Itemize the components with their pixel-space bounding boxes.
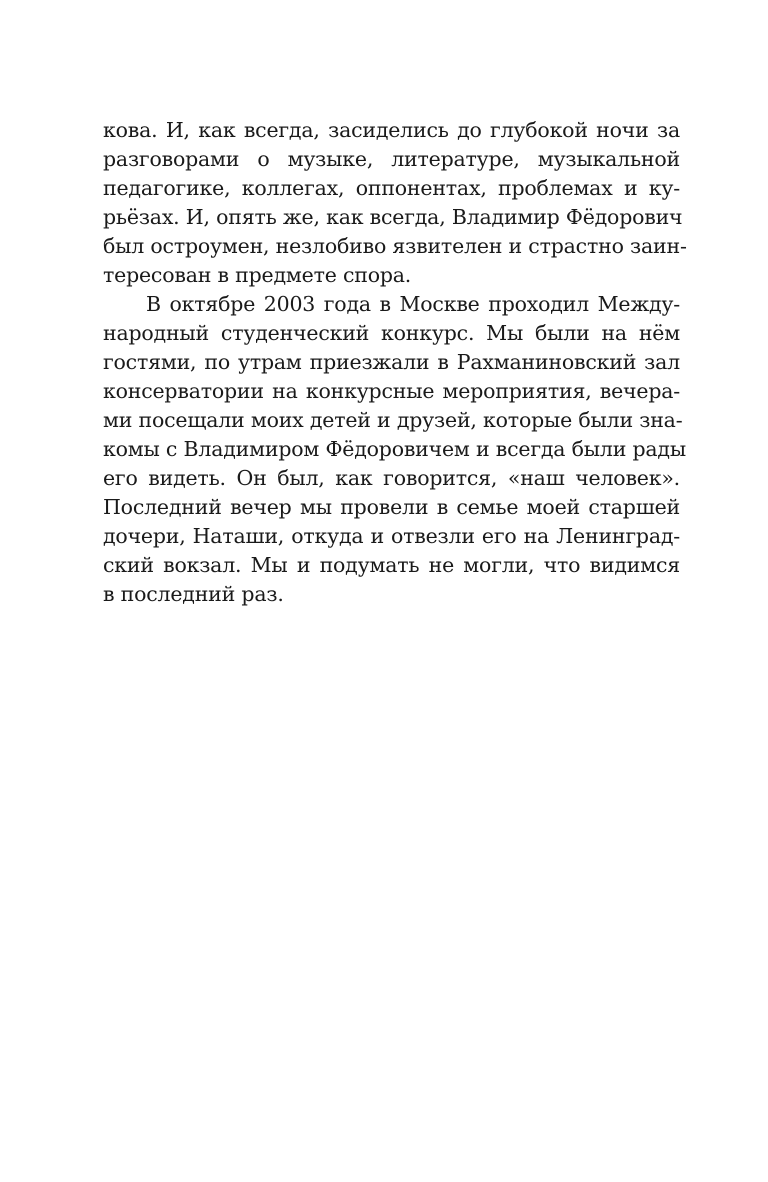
text-line: разговорами о музыке, литературе, музыкальной (103, 147, 680, 171)
text-line: в последний раз. (103, 582, 284, 606)
text-line: дочери, Наташи, откуда и отвезли его на Ленинград- (103, 524, 680, 548)
text-line: его видеть. Он был, как говорится, «наш человек». (103, 466, 680, 490)
text-line: В октябре 2003 года в Москве проходил Между- (146, 292, 680, 316)
text-line: рьёзах. И, опять же, как всегда, Владимир Фёдорович (103, 205, 683, 229)
text-line: тересован в предмете спора. (103, 263, 412, 287)
text-line: кова. И, как всегда, засиделись до глубокой ночи за (103, 118, 680, 142)
paragraph-2 (103, 290, 686, 609)
body-text (103, 116, 687, 609)
text-line: ский вокзал. Мы и подумать не могли, что видимся (103, 553, 680, 577)
text-line: педагогике, коллегах, оппонентах, проблемах и ку- (103, 176, 680, 200)
text-line: гостями, по утрам приезжали в Рахманиновский зал (103, 350, 680, 374)
text-line: комы с Владимиром Фёдоровичем и всегда были рады (103, 437, 686, 461)
paragraph-1 (103, 116, 687, 290)
text-line: ми посещали моих детей и друзей, которые были зна- (103, 408, 683, 432)
text-line: Последний вечер мы провели в семье моей старшей (103, 495, 680, 519)
text-line: был остроумен, незлобиво язвителен и страстно заин- (103, 234, 687, 258)
text-line: консерватории на конкурсные мероприятия, вечера- (103, 379, 680, 403)
text-line: народный студенческий конкурс. Мы были на нём (103, 321, 680, 345)
